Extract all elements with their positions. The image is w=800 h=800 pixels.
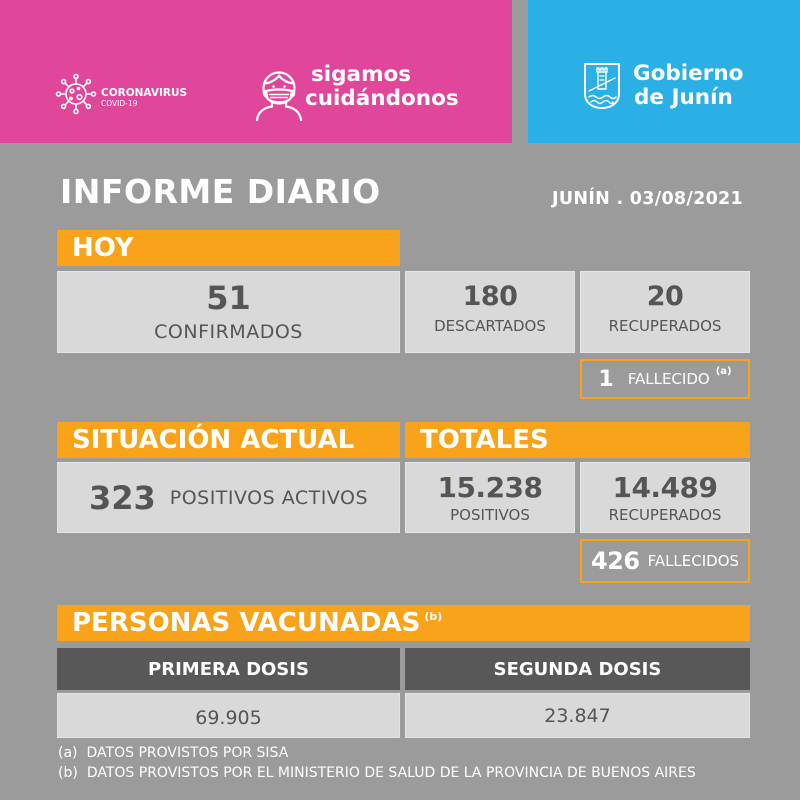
- stat-value: 20: [646, 281, 684, 312]
- footnote-marker: (a): [58, 745, 78, 761]
- footnote-text: DATOS PROVISTOS POR EL MINISTERIO DE SALUD DE LA PROVINCIA DE BUENOS AIRES: [86, 765, 696, 781]
- stat-label: FALLECIDO: [627, 370, 710, 388]
- stat-value: 14.489: [612, 470, 718, 504]
- footnote-marker: (b): [424, 610, 443, 623]
- government-name-line2: de Junín: [634, 85, 733, 110]
- stat-label: DESCARTADOS: [434, 317, 546, 335]
- stat-confirmados: [57, 271, 400, 353]
- footnote-marker: (a): [715, 365, 732, 377]
- stat-label: CONFIRMADOS: [154, 321, 303, 343]
- report-location-date: JUNÍN . 03/08/2021: [552, 189, 743, 209]
- stat-label: FALLECIDOS: [647, 552, 740, 570]
- stat-value: 51: [206, 279, 251, 317]
- stat-descartados: [405, 271, 575, 353]
- stat-label: POSITIVOS: [450, 505, 530, 524]
- footnote-text: DATOS PROVISTOS POR SISA: [86, 745, 289, 761]
- stat-fallecidos-totales: [580, 539, 750, 583]
- government-name-line1: Gobierno: [633, 61, 744, 86]
- junin-crest-icon: [582, 61, 622, 111]
- section-header-situacion-actual: SITUACIÓN ACTUAL: [57, 422, 400, 458]
- campaign-slogan-line2: cuidándonos: [305, 86, 459, 111]
- section-header-label: PERSONAS VACUNADAS: [72, 608, 421, 638]
- primera-dosis-value: 69.905: [57, 693, 400, 738]
- stat-value: 426: [590, 547, 640, 575]
- stat-value: 323: [88, 478, 156, 517]
- stat-positivos-totales: [405, 462, 575, 533]
- stat-label: RECUPERADOS: [608, 505, 722, 524]
- stat-label: RECUPERADOS: [608, 317, 722, 335]
- footnote-marker: (b): [58, 765, 78, 781]
- report-title: INFORME DIARIO: [60, 172, 381, 211]
- segunda-dosis-value: 23.847: [405, 693, 750, 738]
- footnote-a: [58, 744, 288, 762]
- segunda-dosis-header: SEGUNDA DOSIS: [405, 648, 750, 690]
- section-header-hoy: HOY: [57, 230, 400, 266]
- virus-icon: [54, 72, 98, 116]
- campaign-slogan-line1: sigamos: [311, 62, 412, 87]
- section-header-personas-vacunadas: [57, 605, 750, 641]
- stat-value: 180: [462, 281, 518, 312]
- coronavirus-label: CORONAVIRUS: [101, 87, 188, 99]
- stat-recuperados-hoy: [580, 271, 750, 353]
- stat-label: POSITIVOS ACTIVOS: [169, 486, 369, 509]
- footnote-b: [58, 764, 696, 782]
- stat-value: 15.238: [437, 470, 543, 504]
- masked-face-icon: [249, 62, 309, 122]
- section-header-totales: TOTALES: [405, 422, 750, 458]
- stat-fallecido-hoy: [580, 359, 750, 399]
- covid19-label: COVID-19: [101, 99, 138, 108]
- stat-positivos-activos: [57, 462, 400, 533]
- primera-dosis-header: PRIMERA DOSIS: [57, 648, 400, 690]
- stat-recuperados-totales: [580, 462, 750, 533]
- stat-value: 1: [598, 366, 614, 392]
